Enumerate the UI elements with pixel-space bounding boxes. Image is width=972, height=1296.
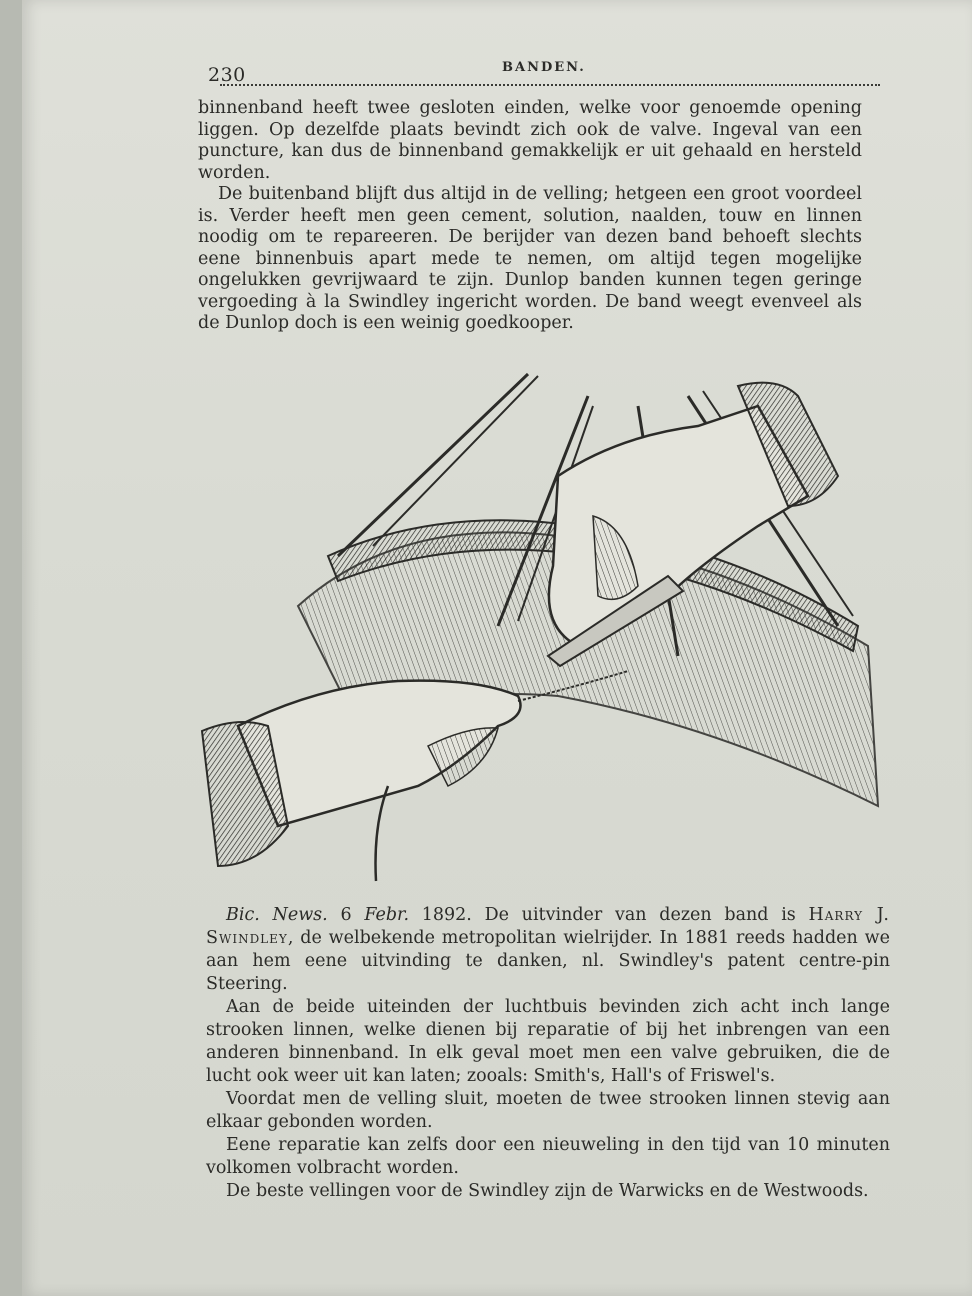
paragraph: Eene reparatie kan zelfs door een nieuweling in den tijd van 10 minuten volkomen volbracht worden.	[206, 1135, 890, 1178]
paragraph: Voordat men de velling sluit, moeten de twee strooken linnen stevig aan elkaar gebonden worden.	[206, 1089, 890, 1132]
caption-source: Bic. News.	[226, 905, 328, 925]
header-dotted-rule	[220, 84, 880, 86]
running-head: BANDEN.	[502, 60, 586, 75]
paragraph: De buitenband blijft dus altijd in de velling; hetgeen een groot voordeel is. Verder heeft men geen cement, solution, naalden, touw en linnen noodig om te repareeren. De berijder van dezen band behoeft slechts eene binnenbuis apart mede te nemen, om altijd tegen mogelijke ongelukken gevrijwaard te zijn. Dunlop banden kunnen tegen geringe vergoeding à la Swindley ingericht worden. De band weegt evenveel als de Dunlop doch is een weinig goedkooper.	[198, 184, 862, 333]
caption-date-month: Febr.	[364, 905, 410, 925]
caption-inventor: Harry J. Swindley	[206, 905, 890, 948]
bottom-text-block	[206, 904, 890, 1203]
figure-caption	[206, 904, 890, 996]
page-number: 230	[208, 64, 246, 86]
caption-date-day: 6	[340, 905, 352, 925]
tire-repair-illustration	[198, 366, 884, 886]
paragraph: Aan de beide uiteinden der luchtbuis bevinden zich acht inch lange strooken linnen, welke dienen bij reparatie of bij het inbrengen van een anderen binnenband. In elk geval moet men een valve gebruiken, die de lucht ook weer uit kan laten; zooals: Smith's, Hall's of Friswel's.	[206, 997, 890, 1086]
wheel-hands-engraving	[198, 366, 884, 886]
paragraph: binnenband heeft twee gesloten einden, welke voor genoemde opening liggen. Op dezelfde plaats bevindt zich ook de valve. Ingeval van een puncture, kan dus de binnenband gemakkelijk er uit gehaald en hersteld worden.	[198, 98, 862, 183]
paragraph: De beste vellingen voor de Swindley zijn de Warwicks en de Westwoods.	[226, 1181, 869, 1201]
page-header	[208, 58, 880, 92]
caption-text: 1892. De uitvinder van dezen band is	[409, 905, 809, 925]
top-text-block	[198, 98, 862, 335]
caption-rest: , de welbekende metropolitan wielrijder. In 1881 reeds hadden we aan hem eene uitvinding te danken, nl. Swindley's patent centre-pin Steering.	[206, 928, 890, 994]
